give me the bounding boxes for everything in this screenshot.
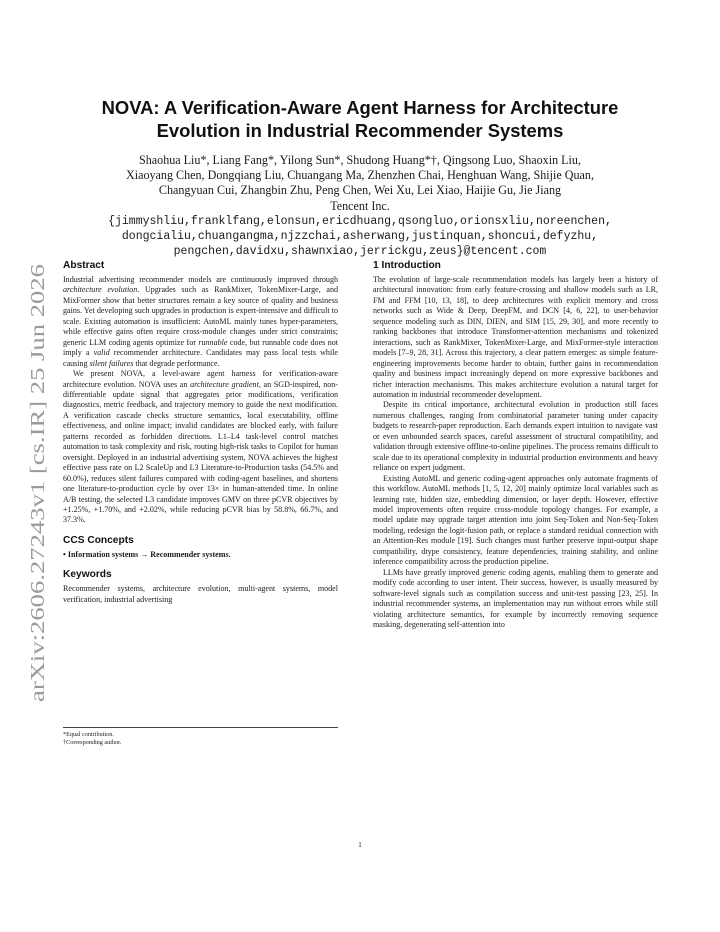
introduction-heading: 1 Introduction <box>373 260 441 271</box>
author-line: Shaohua Liu*, Liang Fang*, Yilong Sun*, Shudong Huang*†, Qingsong Luo, Shaoxin Liu, <box>139 153 581 167</box>
intro-paragraph-1: The evolution of large-scale recommendation models has largely been a history of architectural innovation: from early feature-crossing and shallow models such as LR, FM and FFM [10, 13, 18], to deep architectures with explicit memory and cross networks such as Wide & Deep, DeepFM, and DCN [4, 6, 22], to user-behavior sequence modeling such as DIN, DIEN, and SIM [15, 29, 30], and more recently to ranking backbones that introduce Transformer-attention mechanisms and tokenized interactions, such as RankMixer, TokenMixer-Large, and MixFormer-style interaction models [7–9, 28, 31]. Across this trajectory, a clear pattern emerges: as simple feature-engineering improvements become harder to obtain, further gains in recommendation quality and business impact increasingly depend on more expressive backbones and richer interaction mechanisms. This makes architecture evolution a natural target for automation in industrial recommender development. <box>373 275 658 399</box>
email-block <box>60 214 660 260</box>
intro-paragraph-4: LLMs have greatly improved generic coding agents, enabling them to generate and modify code according to user intent. Their success, however, is usually measured by software-level signals such as compilation success and unit-test passing [23, 25]. In industrial recommender systems, an implementation may run without errors while still violating architecture semantics, for example by incorrectly removing sequence masking, degenerating self-attention into <box>373 567 658 629</box>
keywords-text: Recommender systems, architecture evolution, multi-agent systems, model verification, industrial advertising <box>63 584 338 604</box>
abstract-paragraph-1: Industrial advertising recommender models are continuously improved through architecture evolution. Upgrades such as RankMixer, TokenMixer-Large, and MixFormer show that better structures remain a key source of quality and business gains. Yet developing such upgrades in production is expert-intensive and difficult to scale. Existing automation is insufficient: AutoML mainly tunes hyper-parameters, while effective gains often require cross-module changes under strict constraints; generic LLM coding agents optimize for runnable code, but runnable code does not imply a valid recommender architecture. Candidates may pass local tests while causing silent failures that degrade performance. <box>63 275 339 368</box>
ccs-heading: CCS Concepts <box>63 534 134 546</box>
left-column <box>63 259 338 605</box>
author-line: Xiaoyang Chen, Dongqiang Liu, Chuangang Ma, Zhenzhen Chai, Henghuan Wang, Shijie Quan, <box>125 168 594 183</box>
right-column <box>373 259 658 630</box>
footnotes <box>63 727 338 747</box>
arxiv-stamp <box>10 262 58 702</box>
intro-paragraph-2: Despite its critical importance, architectural evolution in production still faces numerous challenges, ranging from combinatorial parameter tuning under capacity budgets to research-paper reproduction. Each demands expert intuition to navigate vast or even unbounded search spaces, careful assessment of structural compatibility, and validation through extensive offline-to-online pipelines. The process remains difficult to scale due to its operational complexity in industrial production environments and heavy reliance on expert judgment. <box>373 400 658 473</box>
abstract-heading: Abstract <box>63 260 105 271</box>
page-number: 1 <box>358 841 362 849</box>
keywords-heading: Keywords <box>63 569 112 581</box>
author-block <box>60 153 660 214</box>
title-line: Evolution in Industrial Recommender Systems <box>156 120 564 141</box>
arxiv-stamp-text: arXiv:2606.27243v1 [cs.IR] 25 Jun 2026 <box>27 364 49 702</box>
author-line: Changyuan Cui, Zhangbin Zhu, Peng Chen, Wei Xu, Lei Xiao, Haijie Gu, Jie Jiang <box>158 183 562 198</box>
email-line: dongcialiu,chuangangma,njzzchai,asherwang,justinquan,shoncui,defyzhu, <box>121 230 599 244</box>
email-line: {jimmyshliu,franklfang,elonsun,ericdhuang,qsongluo,orionsxliu,noreenchen, <box>108 215 612 228</box>
paper-title <box>60 96 660 142</box>
ccs-concepts: • Information systems → Recommender systems. <box>63 549 231 559</box>
intro-paragraph-3: Existing AutoML and generic coding-agent approaches only automate fragments of this workflow. AutoML methods [1, 5, 12, 20] mainly optimize local variables such as learning rate, hidden size, embedding dimension, or layer depth. However, effective model improvements often require cross-module topology changes. For example, a model update may upgrade target attention into joint Seq-Token and Non-Seq-Token modeling, redesign the logit-fusion path, or replace a standard residual connection with an Attention-Res module [19]. Such changes must further preserve input-output shape compatibility, dtype consistency, feature dependencies, training stability, and online inference compatibility across the production pipeline. <box>373 473 658 567</box>
footnote-corresponding: †Corresponding author. <box>63 739 122 746</box>
title-line: NOVA: A Verification-Aware Agent Harness for Architecture <box>101 97 619 118</box>
footnote-equal: *Equal contribution. <box>63 731 114 738</box>
email-line: pengchen,davidxu,shawnxiao,jerrickgu,zeus}@tencent.com <box>173 245 547 259</box>
affiliation: Tencent Inc. <box>330 198 390 213</box>
abstract-paragraph-2: We present NOVA, a level-aware agent harness for verification-aware architecture evolution. NOVA uses an architecture gradient, an SGD-inspired, non-differentiable update signal that aggregates prior modifications, verification diagnostics, metric feedback, and trajectory memory to guide the next modification. A verification cascade checks structure semantics, local executability, offline effectiveness, and online impact; invalid candidates are blocked early, with failure patterns recorded as forbidden directions. L1–L4 task-level control matches automation to task complexity and risk, routing high-risk tasks to Copilot for human oversight. Deployed in an industrial advertising system, NOVA achieves the highest effective pass rate on L2 ScaleUp and L3 Literature-to-Production tasks (54.5% and 60.0%), reduces silent failures compared with coding-agent baselines, and shortens one literature-to-production cycle by over 13× in human-attended time. In online A/B testing, the selected L3 candidate improves GMV on three pCVR objectives by +1.25%, +1.70%, and +2.02%, while reducing pCVR bias by 58.8%, 66.7%, and 37.3%. <box>63 369 338 525</box>
